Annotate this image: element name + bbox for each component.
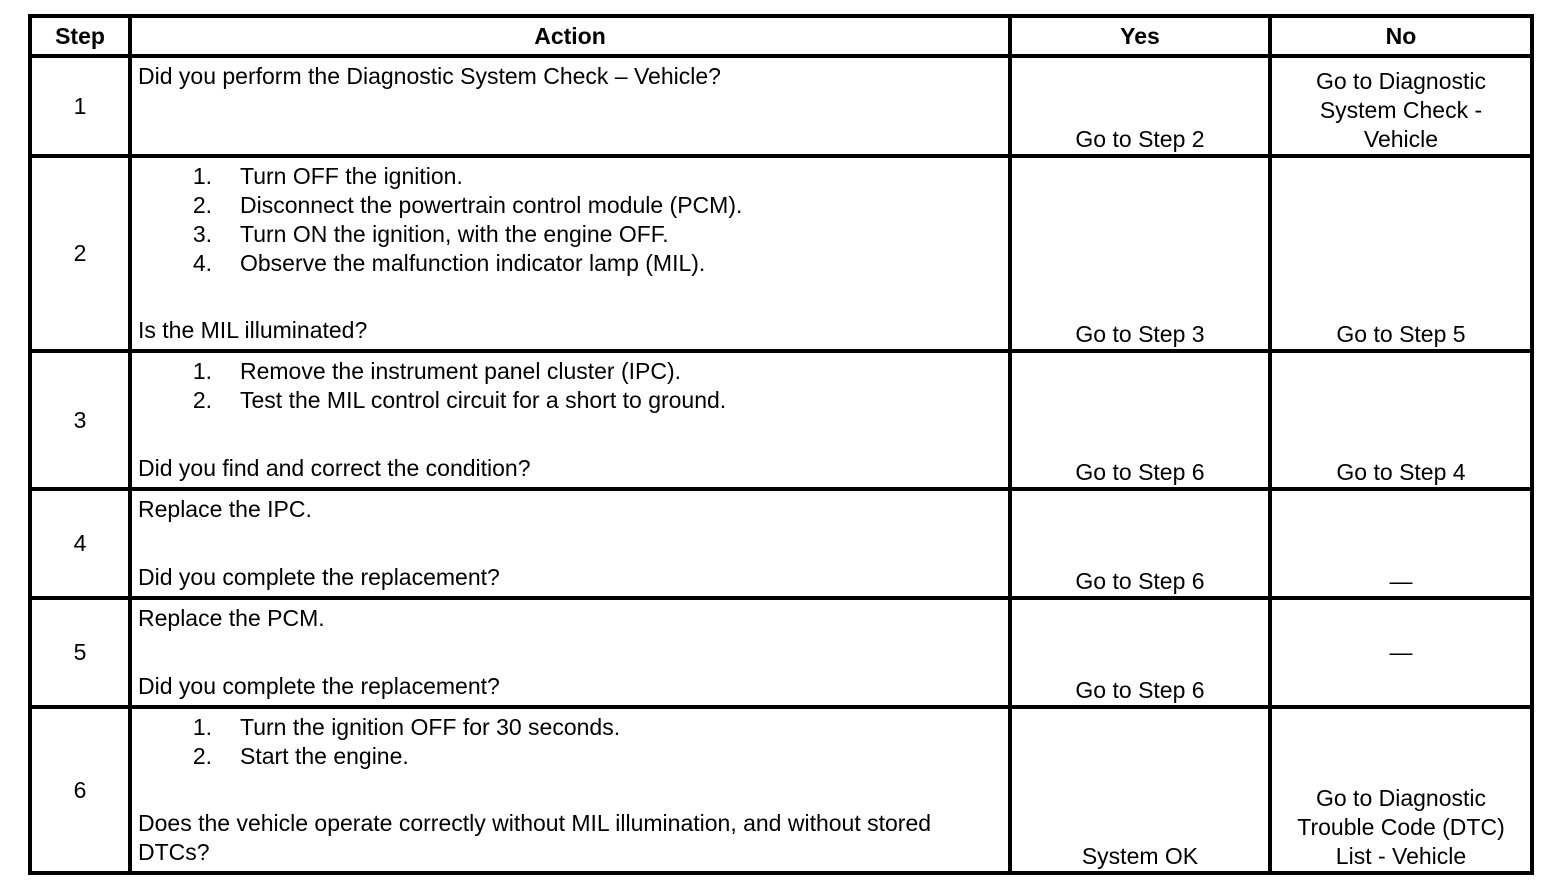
step-number: 1	[30, 56, 130, 156]
yes-cell: System OK	[1010, 707, 1270, 873]
table-row-step-1	[30, 56, 1532, 156]
action-intro: Did you perform the Diagnostic System Check – Vehicle?	[138, 63, 721, 89]
yes-cell: Go to Step 3	[1010, 156, 1270, 351]
action-cell	[130, 489, 1010, 598]
step-number: 2	[30, 156, 130, 351]
substep-item: 2. Test the MIL control circuit for a short to ground.	[192, 387, 727, 413]
action-cell	[130, 156, 1010, 351]
substep-item: 1. Remove the instrument panel cluster (IPC).	[192, 358, 682, 384]
table-row-step-2	[30, 156, 1532, 351]
header-row	[30, 16, 1532, 56]
step-number: 5	[30, 598, 130, 707]
header-step: Step	[30, 16, 130, 56]
action-cell	[130, 351, 1010, 489]
no-text: Go to Diagnostic Trouble Code (DTC) List - Vehicle	[1297, 785, 1505, 869]
header-action: Action	[130, 16, 1010, 56]
action-cell	[130, 56, 1010, 156]
no-cell: —	[1270, 489, 1532, 598]
substep-list	[138, 713, 1002, 771]
yes-cell: Go to Step 6	[1010, 489, 1270, 598]
no-cell	[1270, 707, 1532, 873]
no-cell	[1270, 56, 1532, 156]
yes-cell: Go to Step 2	[1010, 56, 1270, 156]
no-text: Go to Diagnostic System Check - Vehicle	[1315, 68, 1487, 152]
step-number: 4	[30, 489, 130, 598]
substep-item: 2. Start the engine.	[192, 743, 409, 769]
action-question: Is the MIL illuminated?	[138, 317, 368, 343]
substep-list	[138, 162, 1002, 278]
no-cell: Go to Step 4	[1270, 351, 1532, 489]
action-intro: Replace the PCM.	[138, 605, 325, 631]
action-cell	[130, 598, 1010, 707]
substep-item: 1. Turn the ignition OFF for 30 seconds.	[192, 714, 621, 740]
substep-item: 2. Disconnect the powertrain control module (PCM).	[192, 192, 743, 218]
action-question: Does the vehicle operate correctly without MIL illumination, and without stored DTCs?	[138, 810, 932, 865]
no-cell: Go to Step 5	[1270, 156, 1532, 351]
yes-cell: Go to Step 6	[1010, 351, 1270, 489]
substep-item: 1. Turn OFF the ignition.	[192, 163, 463, 189]
action-question: Did you complete the replacement?	[138, 564, 500, 590]
substep-item: 3. Turn ON the ignition, with the engine OFF.	[192, 221, 669, 247]
table-row-step-3	[30, 351, 1532, 489]
yes-cell: Go to Step 6	[1010, 598, 1270, 707]
no-cell: —	[1270, 598, 1532, 707]
action-intro: Replace the IPC.	[138, 496, 312, 522]
substep-item: 4. Observe the malfunction indicator lamp (MIL).	[192, 250, 706, 276]
diagnostic-table	[28, 14, 1534, 875]
action-question: Did you find and correct the condition?	[138, 455, 531, 481]
header-no: No	[1270, 16, 1532, 56]
substep-list	[138, 357, 1002, 415]
step-number: 6	[30, 707, 130, 873]
table-row-step-6	[30, 707, 1532, 873]
table-row-step-5	[30, 598, 1532, 707]
action-question: Did you complete the replacement?	[138, 673, 500, 699]
action-cell	[130, 707, 1010, 873]
header-yes: Yes	[1010, 16, 1270, 56]
step-number: 3	[30, 351, 130, 489]
table-row-step-4	[30, 489, 1532, 598]
